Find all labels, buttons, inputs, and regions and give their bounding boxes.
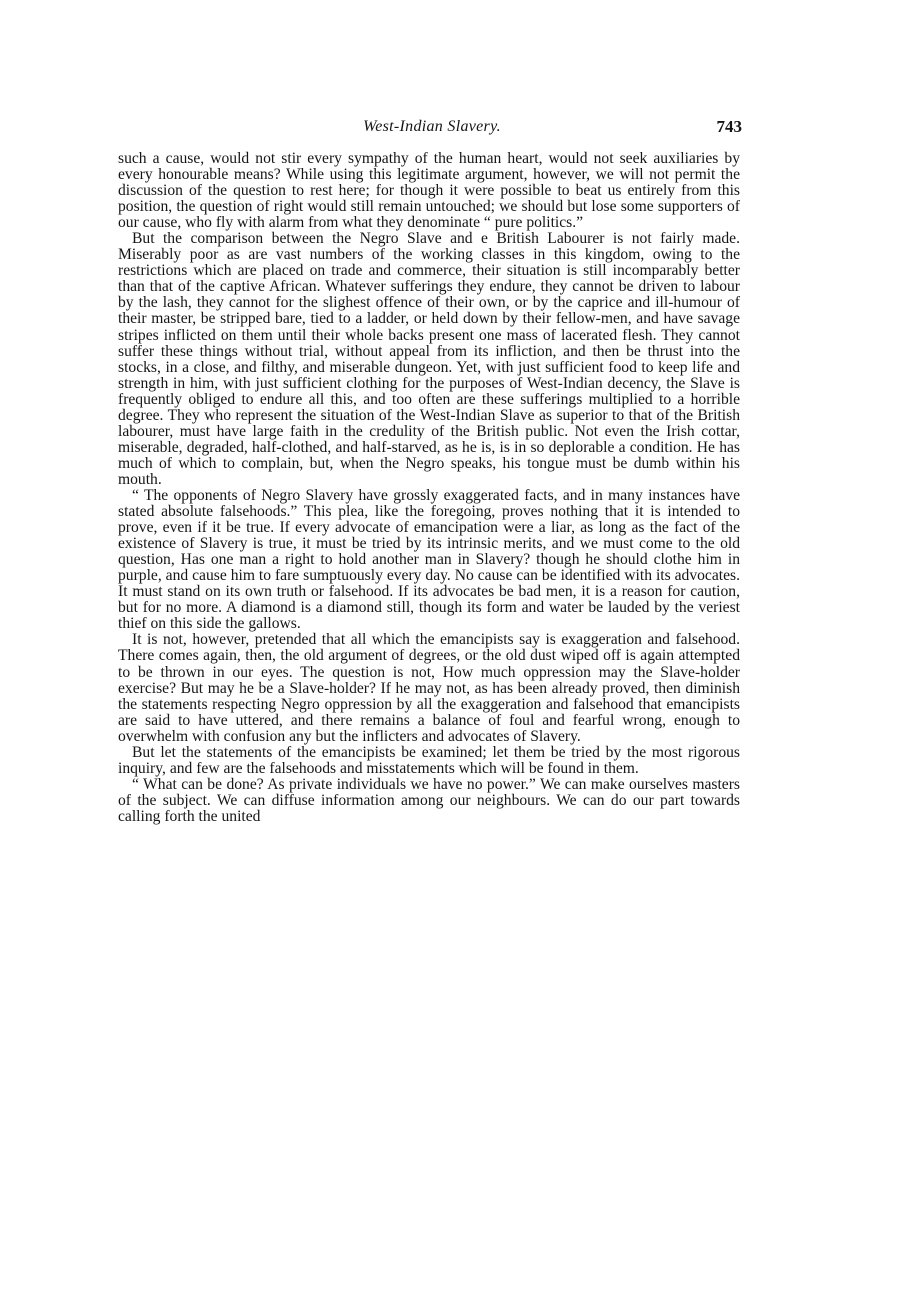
paragraph-examination: But let the statements of the emancipists be examined; let them be tried by the most rigorous inquiry, and few are the falsehoods and misstatements which will be found in them.	[118, 743, 740, 777]
paragraph-exaggeration: It is not, however, pretended that all which the emancipists say is exaggeration and falsehood. There comes again, then, the old argument of degrees, or the old dust wiped off is again attempted to be thrown in our eyes. The question is not, How much oppression may the Slave-holder exercise? But may he be a Slave-holder? If he may not, as has been already proved, then diminish the statements respecting Negro oppression by all the exaggeration and falsehood that emancipists are said to have uttered, and there remains a balance of foul and fearful wrong, enough to overwhelm with confusion any but the inflicters and advocates of Slavery.	[118, 631, 740, 745]
paragraph-what-can-be-done: “ What can be done? As private individuals we have no power.” We can make ourselves masters of the subject. We can diffuse information among our neighbours. We can do our part towards calling forth the united	[118, 775, 740, 825]
body-text	[118, 151, 740, 825]
paragraph-continuation: such a cause, would not stir every sympathy of the human heart, would not seek auxiliaries by every honourable means? While using this legitimate argument, however, we will not permit the discussion of the question to rest here; for though it were possible to beat us entirely from this position, the question of right would still remain untouched; we should but lose some supporters of our cause, who fly with alarm from what they denominate “ pure politics.”	[118, 150, 740, 232]
running-title: West-Indian Slavery.	[363, 118, 501, 135]
page-number: 743	[716, 117, 742, 136]
paragraph-comparison: But the comparison between the Negro Slave and e British Labourer is not fairly made. Miserably poor as are vast numbers of the working classes in this kingdom, owing to the restrictions which are placed on trade and commerce, their situation is still incomparably better than that of the captive African. Whatever sufferings they endure, they cannot be driven to labour by the lash, they cannot for the slighest offence of their own, or by the caprice and ill-humour of their master, be stripped bare, tied to a ladder, or held down by their fellow-men, and have savage stripes inflicted on them until their whole backs present one mass of lacerated flesh. They cannot suffer these things without trial, without appeal from its infliction, and then be thrust into the stocks, in a close, and filthy, and miserable dungeon. Yet, with just sufficient food to keep life and strength in him, with just sufficient clothing for the purposes of West-Indian decency, the Slave is frequently obliged to endure all this, and too often are these sufferings multiplied to a horrible degree. They who represent the situation of the West-Indian Slave as superior to that of the British labourer, must have large faith in the credulity of the British public. Not even the Irish cottar, miserable, degraded, half-clothed, and half-starved, as he is, is in so deplorable a condition. He has much of which to complain, but, when the Negro speaks, his tongue must be dumb within his mouth.	[118, 230, 740, 488]
paragraph-opponents: “ The opponents of Negro Slavery have grossly exaggerated facts, and in many instances have stated absolute falsehoods.” This plea, like the foregoing, proves nothing that it is intended to prove, even if it be true. If every advocate of emancipation were a liar, as long as the fact of the existence of Slavery is true, it must be tried by its intrinsic merits, and we must come to the old question, Has one man a right to hold another man in Slavery? though he should clothe him in purple, and cause him to fare sumptuously every day. No cause can be identified with its advocates. It must stand on its own truth or falsehood. If its advocates be bad men, it is a reason for caution, but for no more. A diamond is a diamond still, though its form and water be lauded by the veriest thief on this side the gallows.	[118, 486, 740, 633]
running-header	[122, 118, 742, 140]
